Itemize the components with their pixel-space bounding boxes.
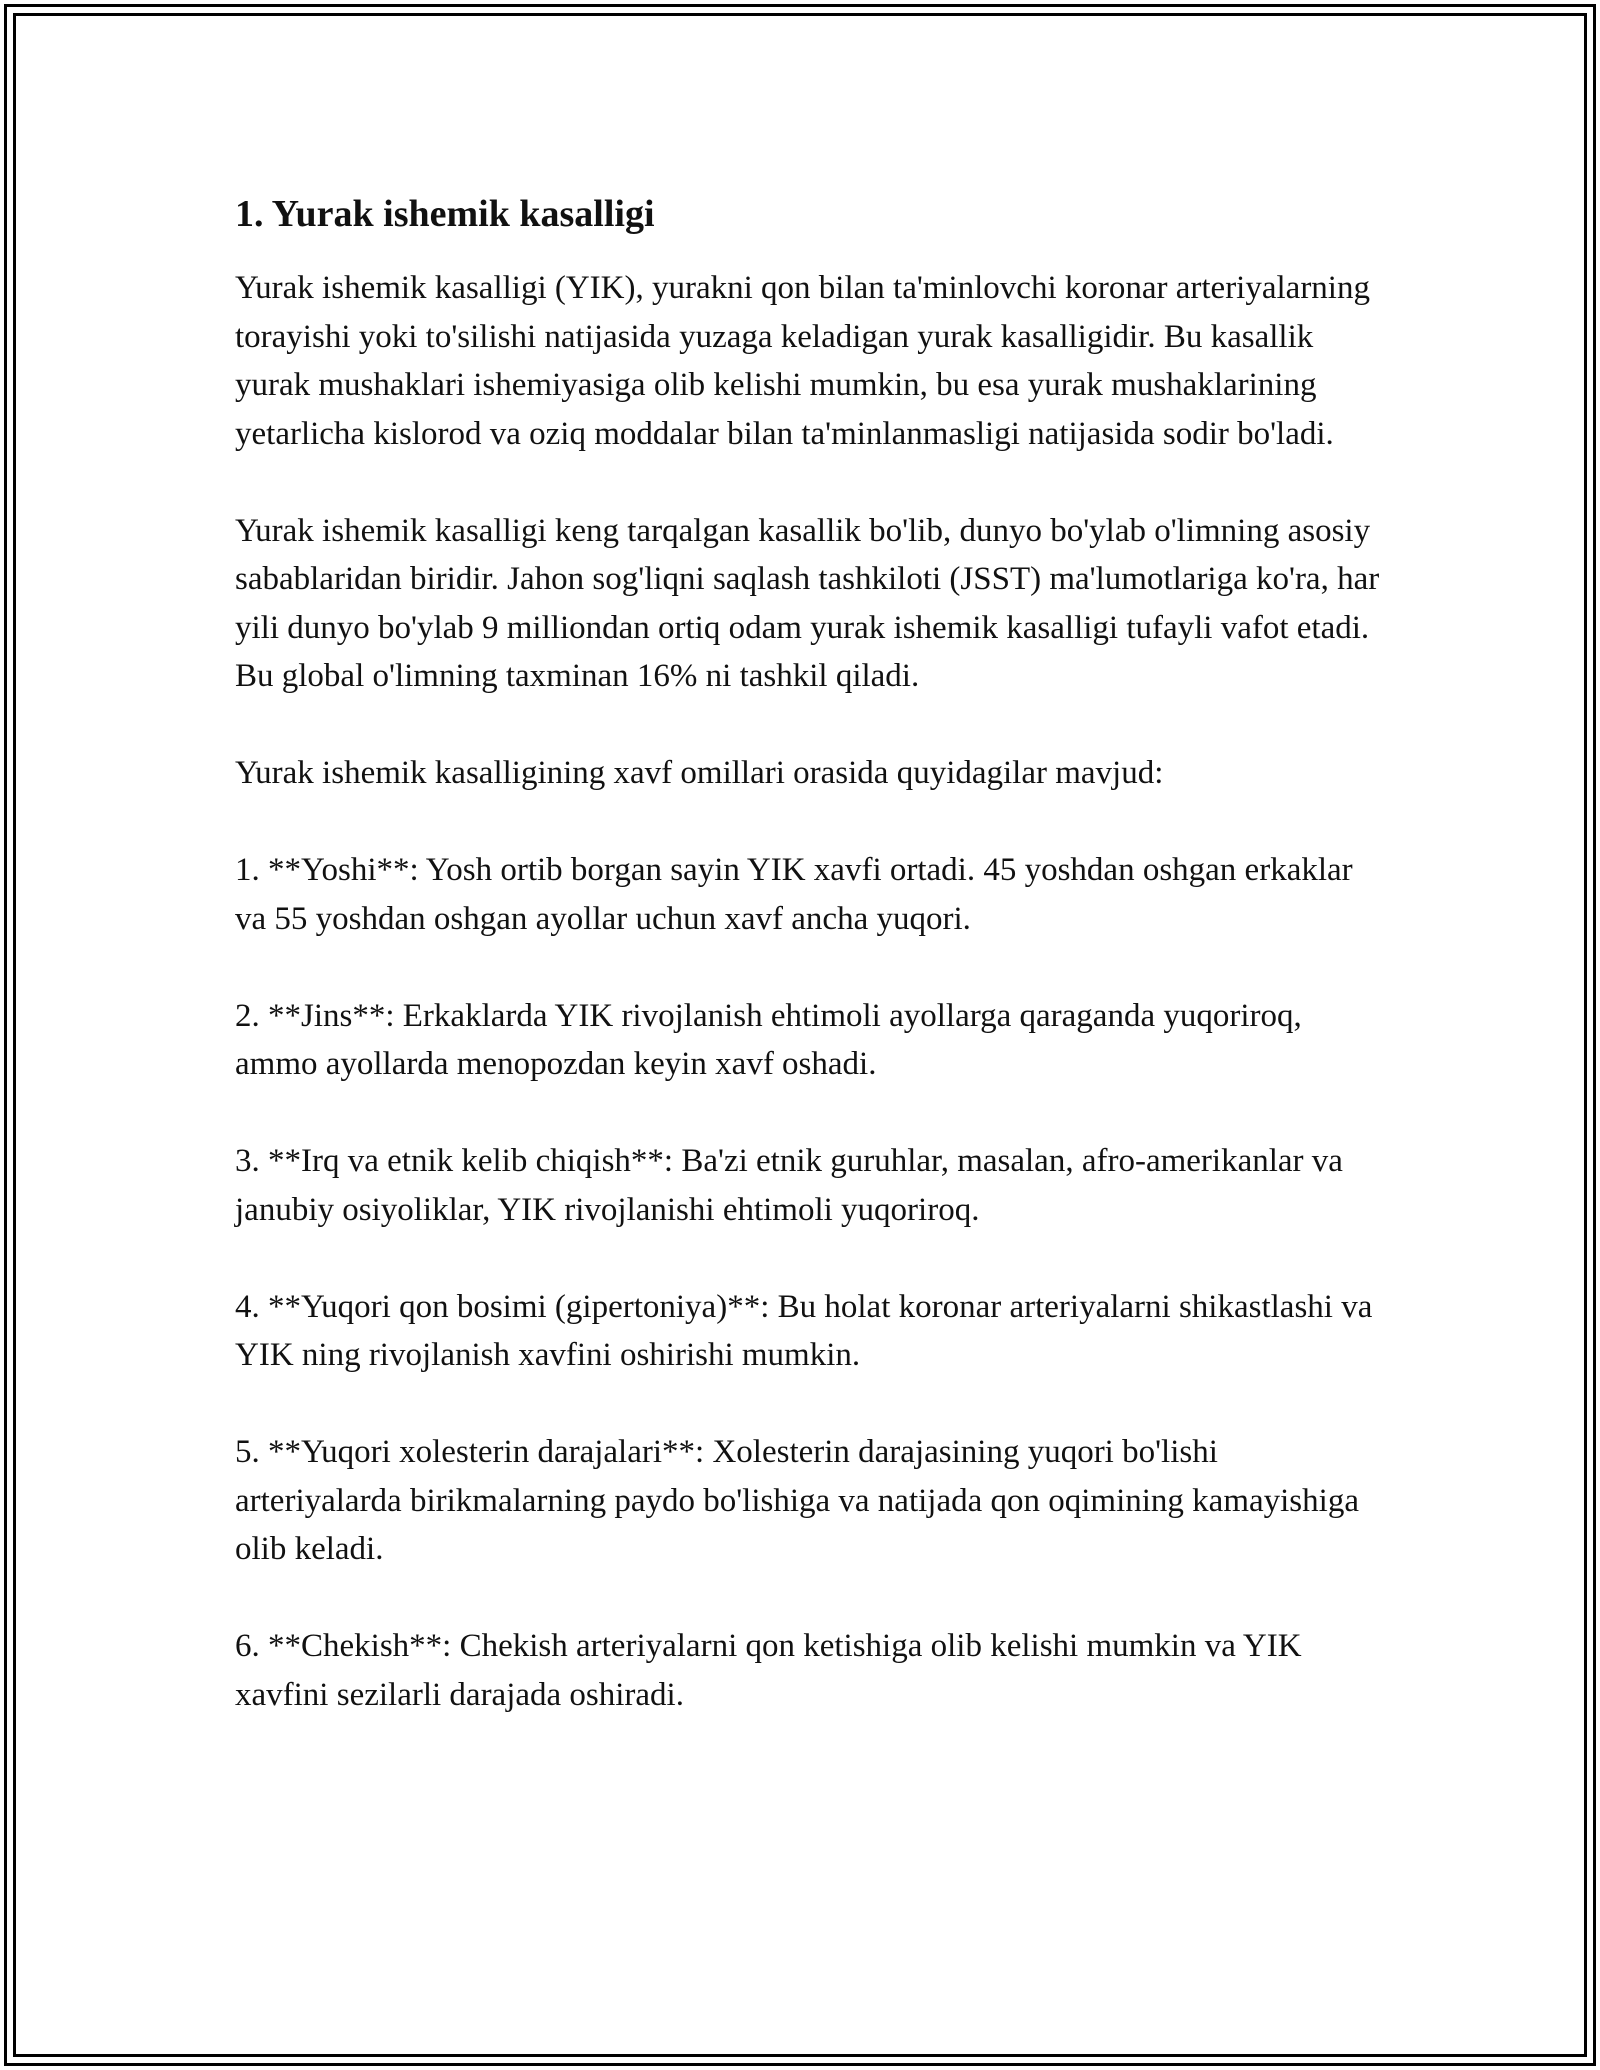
list-item-hypertension: 4. **Yuqori qon bosimi (gipertoniya)**: Bu holat koronar arteriyalarni shikastlashi va YIK ning rivojlanish xavfini oshirishi mumkin. <box>235 1288 1373 1373</box>
list-item-cholesterol: 5. **Yuqori xolesterin darajalari**: Xolesterin darajasining yuqori bo'lishi arteriyalarda birikmalarning paydo bo'lishiga va natijada qon oqimining kamayishiga olib keladi. <box>235 1434 1359 1567</box>
document-body <box>235 188 1385 1719</box>
section-heading: 1. Yurak ishemik kasalligi <box>235 193 655 235</box>
list-item-ethnicity: 3. **Irq va etnik kelib chiqish**: Ba'zi etnik guruhlar, masalan, afro-amerikanlar va janubiy osiyoliklar, YIK rivojlanishi ehtimoli yuqoriroq. <box>235 1143 1343 1228</box>
intro-paragraph: Yurak ishemik kasalligi (YIK), yurakni qon bilan ta'minlovchi koronar arteriyalarning torayishi yoki to'silishi natijasida yuzaga keladigan yurak kasalligidir. Bu kasallik yurak mushaklari ishemiyasiga olib kelishi mumkin, bu esa yurak mushaklarining yetarlicha kislorod va oziq moddalar bilan ta'minlanmasligi natijasida sodir bo'ladi. <box>235 270 1370 452</box>
list-item-smoking: 6. **Chekish**: Chekish arteriyalarni qon ketishiga olib kelishi mumkin va YIK xavfini sezilarli darajada oshiradi. <box>235 1628 1302 1713</box>
statistics-paragraph: Yurak ishemik kasalligi keng tarqalgan kasallik bo'lib, dunyo bo'ylab o'limning asosiy sabablaridan biridir. Jahon sog'liqni saqlash tashkiloti (JSST) ma'lumotlariga ko'ra, har yili dunyo bo'ylab 9 milliondan ortiq odam yurak ishemik kasalligi tufayli vafot etadi. Bu global o'limning taxminan 16% ni tashkil qiladi. <box>235 512 1380 694</box>
list-item-sex: 2. **Jins**: Erkaklarda YIK rivojlanish ehtimoli ayollarga qaraganda yuqoriroq, ammo ayollarda menopozdan keyin xavf oshadi. <box>235 997 1302 1082</box>
risk-factors-intro: Yurak ishemik kasalligining xavf omillari orasida quyidagilar mavjud: <box>235 755 1164 791</box>
list-item-age: 1. **Yoshi**: Yosh ortib borgan sayin YIK xavfi ortadi. 45 yoshdan oshgan erkaklar va 55 yoshdan oshgan ayollar uchun xavf ancha yuqori. <box>235 852 1353 937</box>
